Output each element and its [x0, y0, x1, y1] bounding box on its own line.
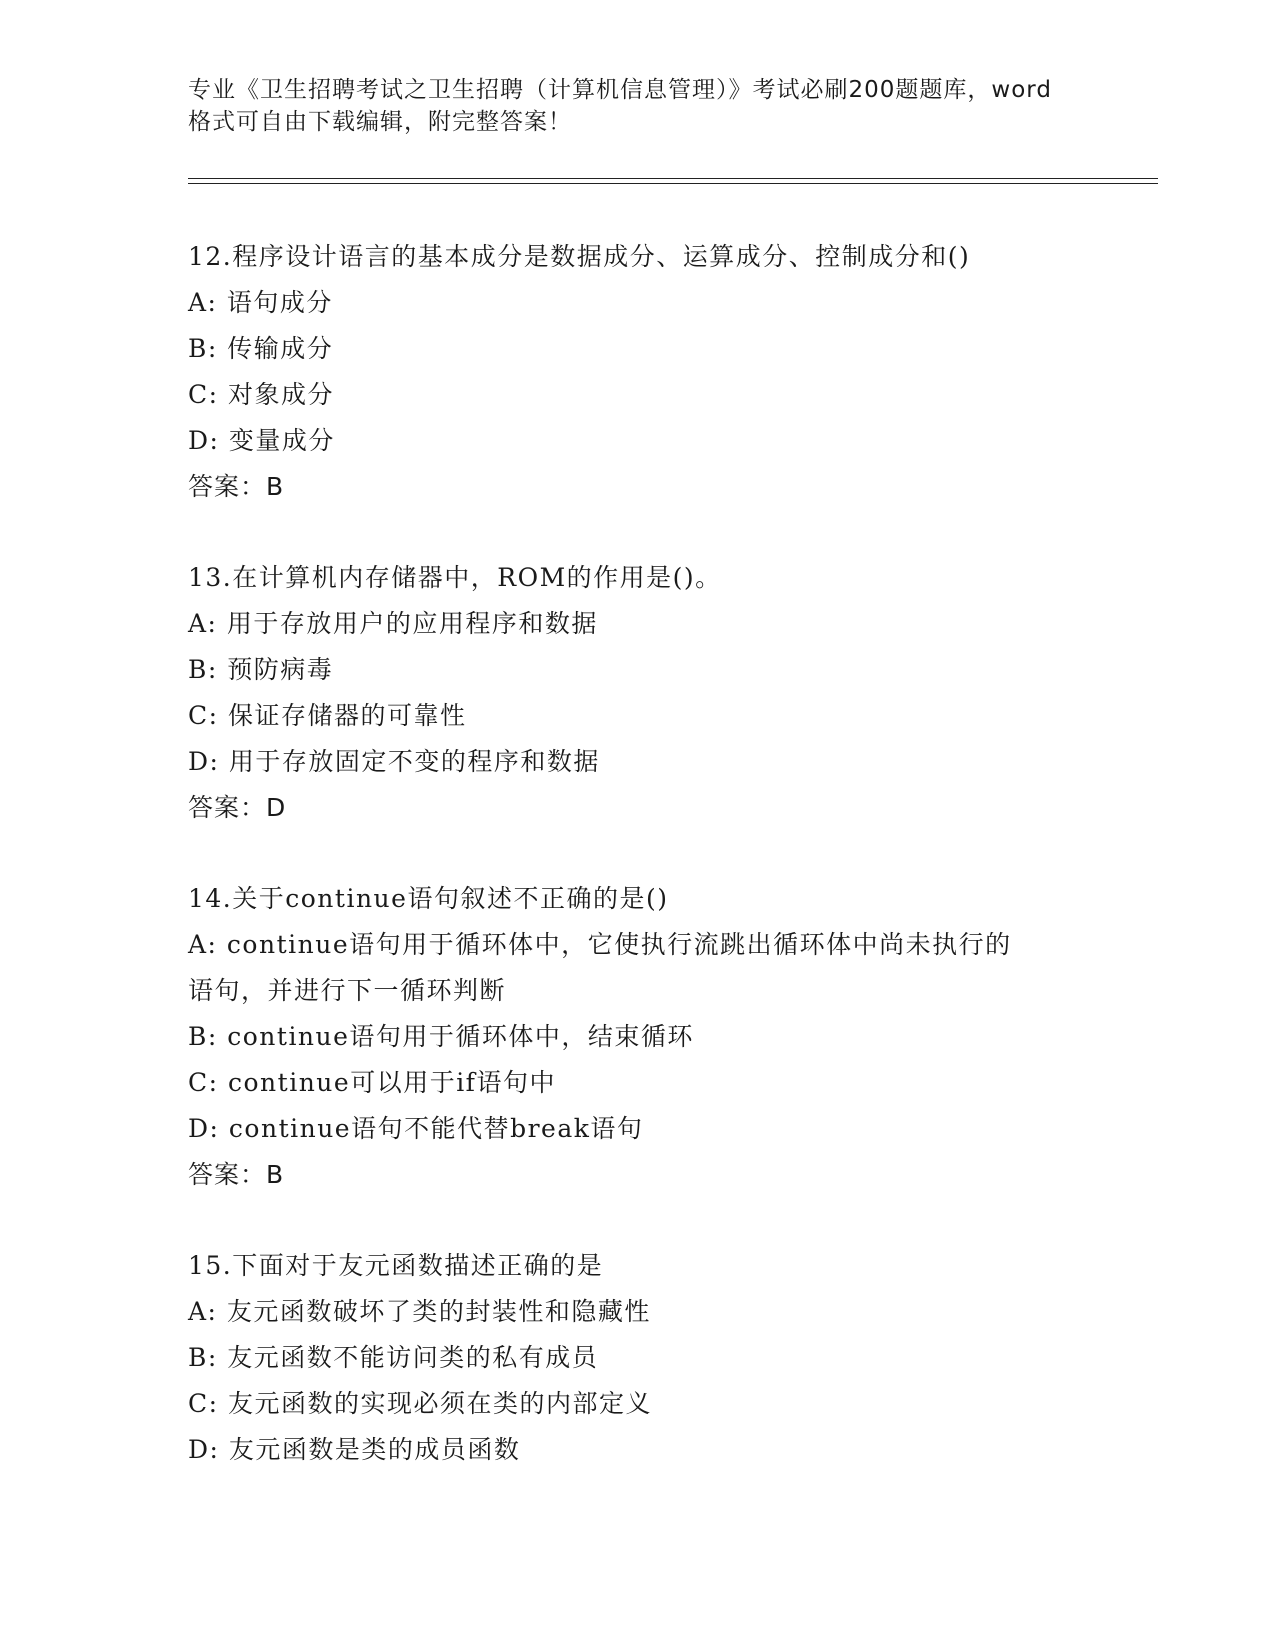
option-c: C: 对象成分: [188, 380, 334, 409]
option-a-line-2: 语句，并进行下一循环判断: [188, 976, 507, 1005]
option-d: D: continue语句不能代替break语句: [188, 1114, 644, 1143]
option-a: A: 友元函数破坏了类的封装性和隐藏性: [188, 1297, 651, 1326]
option-b: B: 预防病毒: [188, 655, 334, 684]
answer-label: 答案：D: [188, 793, 287, 822]
option-a: A: 语句成分: [188, 288, 333, 317]
header-divider-bottom: [188, 183, 1158, 184]
question-stem: 12.程序设计语言的基本成分是数据成分、运算成分、控制成分和(): [188, 242, 971, 271]
question-stem: 13.在计算机内存储器中，ROM的作用是()。: [188, 563, 722, 592]
question-13: [188, 555, 1108, 831]
answer-label: 答案：B: [188, 472, 285, 501]
question-stem: 15.下面对于友元函数描述正确的是: [188, 1251, 604, 1280]
option-b: B: 友元函数不能访问类的私有成员: [188, 1343, 599, 1372]
option-a: A: 用于存放用户的应用程序和数据: [188, 609, 598, 638]
option-c: C: 友元函数的实现必须在类的内部定义: [188, 1389, 652, 1418]
header-line-2: 格式可自由下载编辑，附完整答案！: [188, 109, 572, 135]
answer-label: 答案：B: [188, 1160, 285, 1189]
question-15: [188, 1243, 1108, 1473]
option-d: D: 友元函数是类的成员函数: [188, 1435, 521, 1464]
option-c: C: continue可以用于if语句中: [188, 1068, 556, 1097]
header-divider-top: [188, 178, 1158, 179]
question-12: [188, 234, 1108, 510]
option-b: B: 传输成分: [188, 334, 334, 363]
option-d: D: 用于存放固定不变的程序和数据: [188, 747, 600, 776]
question-stem: 14.关于continue语句叙述不正确的是(): [188, 884, 669, 913]
question-14: [188, 876, 1108, 1198]
document-header: [188, 74, 1108, 138]
option-d: D: 变量成分: [188, 426, 335, 455]
option-b: B: continue语句用于循环体中，结束循环: [188, 1022, 694, 1051]
option-c: C: 保证存储器的可靠性: [188, 701, 467, 730]
header-line-1: 专业《卫生招聘考试之卫生招聘（计算机信息管理）》考试必刷200题题库，word: [188, 77, 1052, 103]
option-a-line-1: A: continue语句用于循环体中，它使执行流跳出循环体中尚未执行的: [188, 930, 1012, 959]
